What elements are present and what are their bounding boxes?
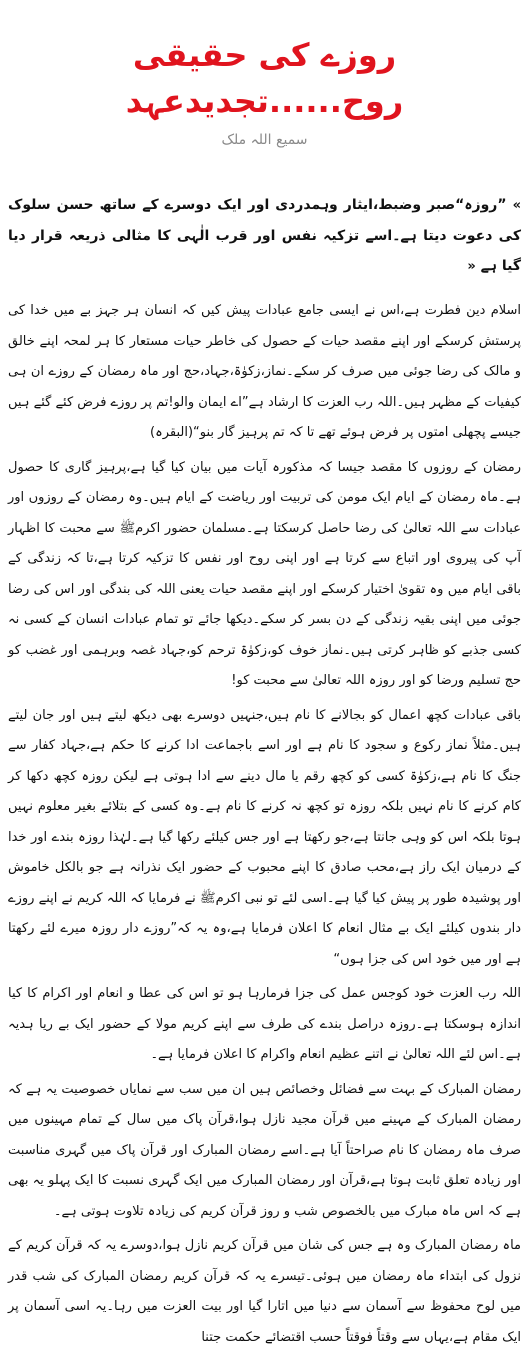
intro-text: ”روزہ“صبر وضبط،ایثار وہمدردی اور ایک دوسرے کے ساتھ حسن سلوک کی دعوت دیتا ہے۔اسے تزکیہ نفس اور قرب الٰہی کا مثالی ذریعہ قرار دیا گیا ہے: [8, 197, 521, 274]
paragraph: اسلام دین فطرت ہے،اس نے ایسی جامع عبادات پیش کیں کہ انسان ہر جہز بے میں خدا کی پرستش کرسکے اور اپنے مقصد حیات کے حصول کی خاطر حیات مستعار کا ہر لمحہ اپنے خالق و مالک کی رضا جوئی میں صرف کر سکے۔نماز،زکوٰۃ،جہاد،حج اور ماہ رمضان کے روزے ان ہی کیفیات کے مظہر ہیں۔اللہ رب العزت کا ارشاد ہے”اے ایمان والو!تم پر روزے فرض کئے گئے ہیں جیسے پچھلی امتوں پر فرض ہوئے تھے تا کہ تم پرہیز گار بنو“(البقرہ): [8, 303, 521, 440]
paragraph: رمضان کے روزوں کا مقصد جیسا کہ مذکورہ آیات میں بیان کیا گیا ہے،پرہیز گاری کا حصول ہے۔ماہ رمضان کے ایام ایک مومن کی تربیت اور ریاضت کے ایام ہیں۔وہ رمضان کے روزوں اور عبادات سے اللہ تعالیٰ کی رضا حاصل کرسکتا ہے۔مسلمان حضور اکرمﷺ سے محبت کا اظہار آپ کی پیروی اور اتباع سے کرتا ہے اور اپنی روح اور نفس کا تزکیہ کرتا ہے،تا کہ زندگی کے باقی ایام میں وہ تقویٰ اختیار کرسکے اور اپنے مقصد حیات یعنی اللہ کی بندگی اور اس کی رضا جوئی میں اپنی بقیہ زندگی کے دن بسر کر سکے۔دیکھا جائے تو تمام عبادات انسان کے کسی نہ کسی جذبے کو ظاہر کرتی ہیں۔نماز خوف کو،زکوٰۃ ترحم کو،جہاد غصہ وبرہمی اور غضب کو حج تسلیم ورضا کو اور روزہ اللہ تعالیٰ سے محبت کو!: [8, 459, 521, 688]
article-title: روزے کی حقیقی روح......تجدیدعہد: [125, 36, 404, 120]
ornament-right-icon: »: [512, 198, 522, 213]
paragraph: ماہ رمضان المبارک وہ ہے جس کی شان میں قرآن کریم نازل ہوا،دوسرے یہ کہ قرآن کریم کے نزول کی ابتداء ماہ رمضان میں ہوئی۔تیسرے یہ کہ قرآن کریم رمضان المبارک کی شب قدر میں لوح محفوظ سے آسمان سے دنیا میں اتارا گیا اور بیت العزت میں رہا۔یہ اسی آسمان پر ایک مقام ہے،یہاں سے وقتاً فوقتاً حسب اقتضائے حکمت جتنا: [8, 1238, 521, 1345]
paragraph: رمضان المبارک کے بہت سے فضائل وخصائص ہیں ان میں سب سے نمایاں خصوصیت یہ ہے کہ رمضان المبارک کے مہینے میں قرآن مجید نازل ہوا،قرآن پاک میں سال کے تمام مہینوں میں صرف ماہ رمضان کا نام صراحتاً آیا ہے۔اسے رمضان المبارک اور قرآن پاک میں گہری مناسبت اور زیادہ تعلق ثابت ہوتا ہے،قرآن اور رمضان المبارک میں ایک گہری نسبت کا ایک پہلو یہ بھی ہے کہ اس ماہ مبارک میں بالخصوص شب و روز قرآن کریم کی زیادہ تلاوت ہوتی ہے۔: [8, 1081, 521, 1219]
article-intro: [8, 190, 521, 282]
ornament-left-icon: «: [467, 259, 476, 274]
paragraph: باقی عبادات کچھ اعمال کو بجالانے کا نام ہیں،جنہیں دوسرے بھی دیکھ لیتے ہیں اور جان لیتے ہیں۔مثلاً نماز رکوع و سجود کا نام ہے اور اسے باجماعت ادا کرنے کا حکم ہے،جہاد کفار سے جنگ کا نام ہے،زکوٰۃ کسی کو کچھ رقم یا مال دینے سے ادا ہوتی ہے لیکن روزہ کچھ دکھا کر کام کرنے کا نام نہیں بلکہ روزہ تو کچھ نہ کرنے کا نام ہے۔وہ کسی کے بتلائے بغیر معلوم نہیں ہوتا بلکہ اس کو وہی جانتا ہے،جو رکھتا ہے اور جس کیلئے رکھا گیا ہے۔لہٰذا روزہ بندے اور خدا کے درمیان ایک راز ہے،محب صادق کا اپنے محبوب کے حضور ایک نذرانہ ہے جو بالکل خاموش اور پوشیدہ طور پر پیش کیا گیا ہے۔اسی لئے تو نبی اکرمﷺ نے فرمایا کہ اللہ کریم نے اپنے روزے دار بندوں کیلئے ایک بے مثال انعام کا اعلان فرمایا ہے،وہ یہ کہ”روزے دار روزہ میرے لئے رکھتا ہے اور میں خود اس کی جزا ہوں“: [8, 707, 521, 967]
author-name: سمیع اللہ ملک: [221, 132, 308, 148]
paragraph: اللہ رب العزت خود کوجس عمل کی جزا فرمارہا ہو تو اس کی عطا و انعام اور اکرام کا کیا اندازہ ہوسکتا ہے۔روزہ دراصل بندے کی طرف سے اپنے کریم مولا کے حضور ایک بے ریا ہدیہ ہے۔اس لئے اللہ تعالیٰ نے اتنے عظیم انعام واکرام کا اعلان فرمایا ہے۔: [8, 986, 521, 1062]
